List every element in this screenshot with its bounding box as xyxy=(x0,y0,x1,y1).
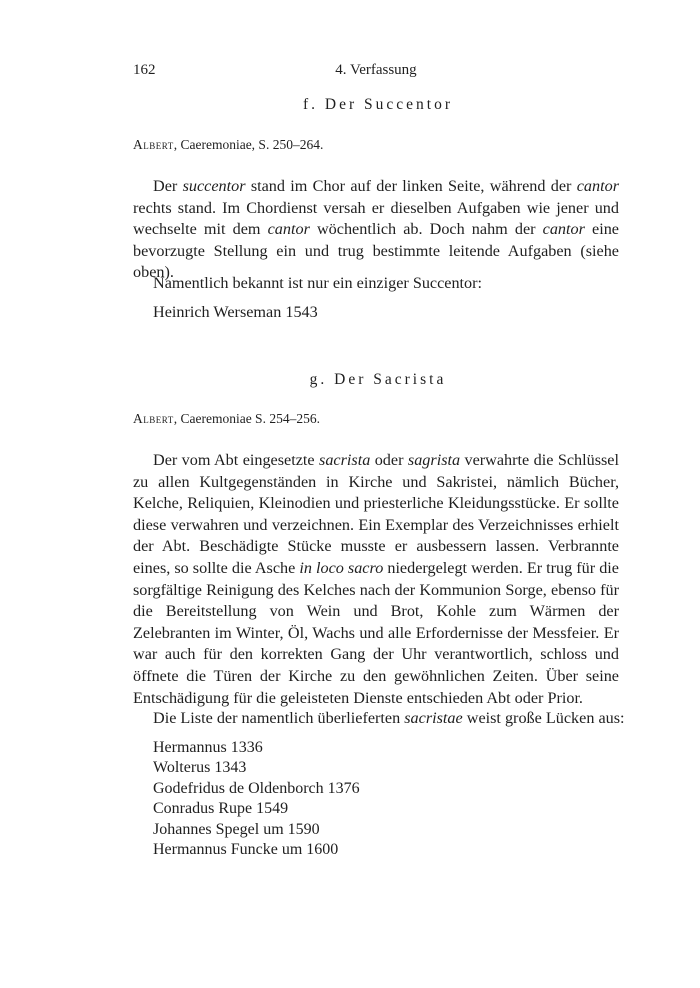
reference-author: Albert xyxy=(133,137,174,152)
page-number: 162 xyxy=(133,62,156,78)
reference-author: Albert xyxy=(133,411,174,426)
list-item: Conradus Rupe 1549 xyxy=(153,800,289,818)
succentor-name: Heinrich Werseman 1543 xyxy=(153,303,318,321)
reference-detail: , Caeremoniae, S. 250–264. xyxy=(173,137,324,152)
paragraph-sacrista-list-intro: Die Liste der namentlich überlieferten sacristae weist große Lücken aus: xyxy=(153,709,625,727)
section-heading-sacrista: g. Der Sacrista xyxy=(309,371,447,388)
list-item: Hermannus Funcke um 1600 xyxy=(153,841,339,859)
running-title: 4. Verfassung xyxy=(335,62,417,78)
list-item: Hermannus 1336 xyxy=(153,739,263,756)
sacrista-list xyxy=(153,738,360,860)
list-item: Godefridus de Oldenborch 1376 xyxy=(153,779,360,797)
paragraph-sacrista-description: Der vom Abt eingesetzte sacrista oder sagrista verwahrte die Schlüssel zu allen Kultgegenständen in Kirche und Sakristei, nämlich Bücher, Kelche, Reliquien, Kleinodien und priesterliche Kleidungsstücke. Er sollte diese verwahren und verzeichnen. Ein Exemplar des Verzeichnisses erhielt der Abt. Beschädigte Stücke musste er ausbessern lassen. Verbrannte eines, so sollte die Asche in loco sacro niedergelegt werden. Er trug für die sorgfältige Reinigung des Kelches nach der Kommunion Sorge, ebenso für die Bereitstellung von Wein und Brot, Kohle zum Wärmen der Zelebranten im Winter, Öl, Wachs und alle Erfordernisse der Messfeier. Er war auch für den korrekten Gang der Uhr verantwortlich, schloss und öffnete die Türen der Kirche zu den gewöhnlichen Zeiten. Über seine Entschädigung für die geleisteten Dienste entschieden Abt oder Prior. xyxy=(133,451,619,707)
reference-detail: , Caeremoniae S. 254–256. xyxy=(173,411,320,426)
reference-sacrista xyxy=(133,411,320,427)
list-item: Johannes Spegel um 1590 xyxy=(153,820,320,838)
paragraph-succentor-description: Der succentor stand im Chor auf der linken Seite, während der cantor rechts stand. Im Chordienst versah er dieselben Aufgaben wie jener und wechselte mit dem cantor wöchentlich ab. Doch nahm der cantor eine bevorzugte Stellung ein und trug bestimmte leitende Aufgaben (siehe oben). xyxy=(133,177,620,282)
paragraph-succentor-intro: Namentlich bekannt ist nur ein einziger Succentor: xyxy=(153,274,483,292)
reference-succentor xyxy=(133,137,323,153)
section-heading-succentor: f. Der Succentor xyxy=(303,96,453,113)
list-item: Wolterus 1343 xyxy=(153,759,247,777)
